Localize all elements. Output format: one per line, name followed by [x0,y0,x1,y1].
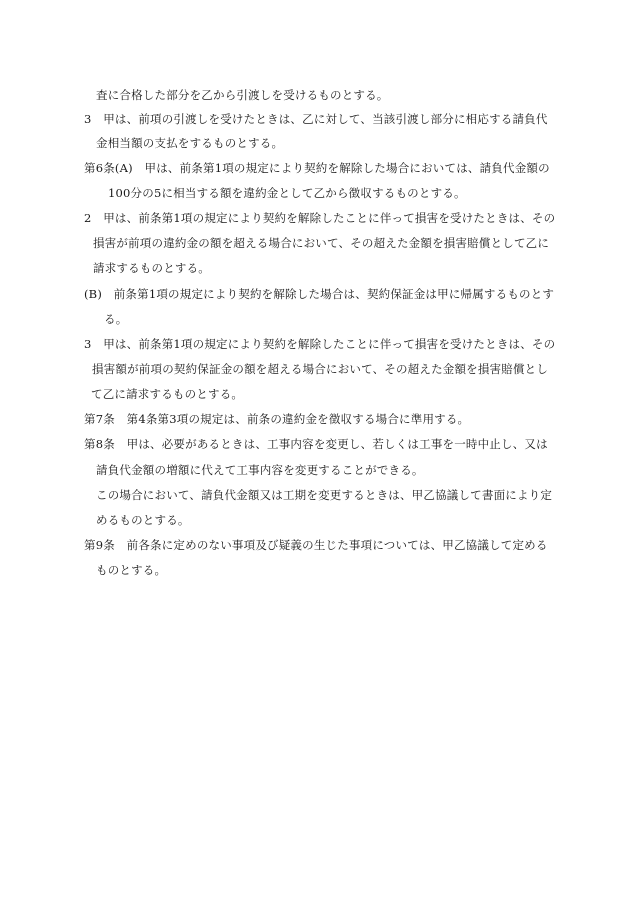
text-line: 金相当額の支払をするものとする。 [96,136,284,150]
text-line: 査に合格した部分を乙から引渡しを受けるものとする。 [96,88,389,102]
text-line: 100分の5に相当する額を違約金として乙から徴収するものとする。 [108,186,466,200]
text-line: めるものとする。 [96,513,190,527]
text-line: 損害が前項の違約金の額を超える場合において、その超えた金額を損害賠償として乙に [93,236,550,250]
text-line: 請求するものとする。 [93,261,210,275]
text-line: 請負代金額の増額に代えて工事内容を変更することができる。 [96,463,424,477]
text-line: この場合において、請負代金額又は工期を変更するときは、甲乙協議して書面により定 [96,488,553,502]
text-line: (B) 前条第1項の規定により契約を解除した場合は、契約保証金は甲に帰属するものとす [84,287,555,301]
text-line: 第9条 前各条に定めのない事項及び疑義の生じた事項については、甲乙協議して定める [84,538,548,552]
text-line: 第6条(A) 甲は、前条第1項の規定により契約を解除した場合においては、請負代金額の [84,161,550,175]
text-line: 3 甲は、前項の引渡しを受けたときは、乙に対して、当該引渡し部分に相応する請負代 [84,112,548,126]
text-line: 第8条 甲は、必要があるときは、工事内容を変更し、若しくは工事を一時中止し、又は [84,437,548,451]
text-line: 第7条 第4条第3項の規定は、前条の違約金を徴収する場合に準用する。 [84,412,470,426]
text-line: 損害額が前項の契約保証金の額を超える場合において、その超えた金額を損害賠償とし [92,362,549,376]
text-line: る。 [104,312,128,326]
text-line: 2 甲は、前条第1項の規定により契約を解除したことに伴って損害を受けたときは、その [84,211,556,225]
text-line: ものとする。 [96,563,167,577]
text-line: 3 甲は、前条第1項の規定により契約を解除したことに伴って損害を受けたときは、その [84,337,556,351]
text-line: て乙に請求するものとする。 [91,387,244,401]
